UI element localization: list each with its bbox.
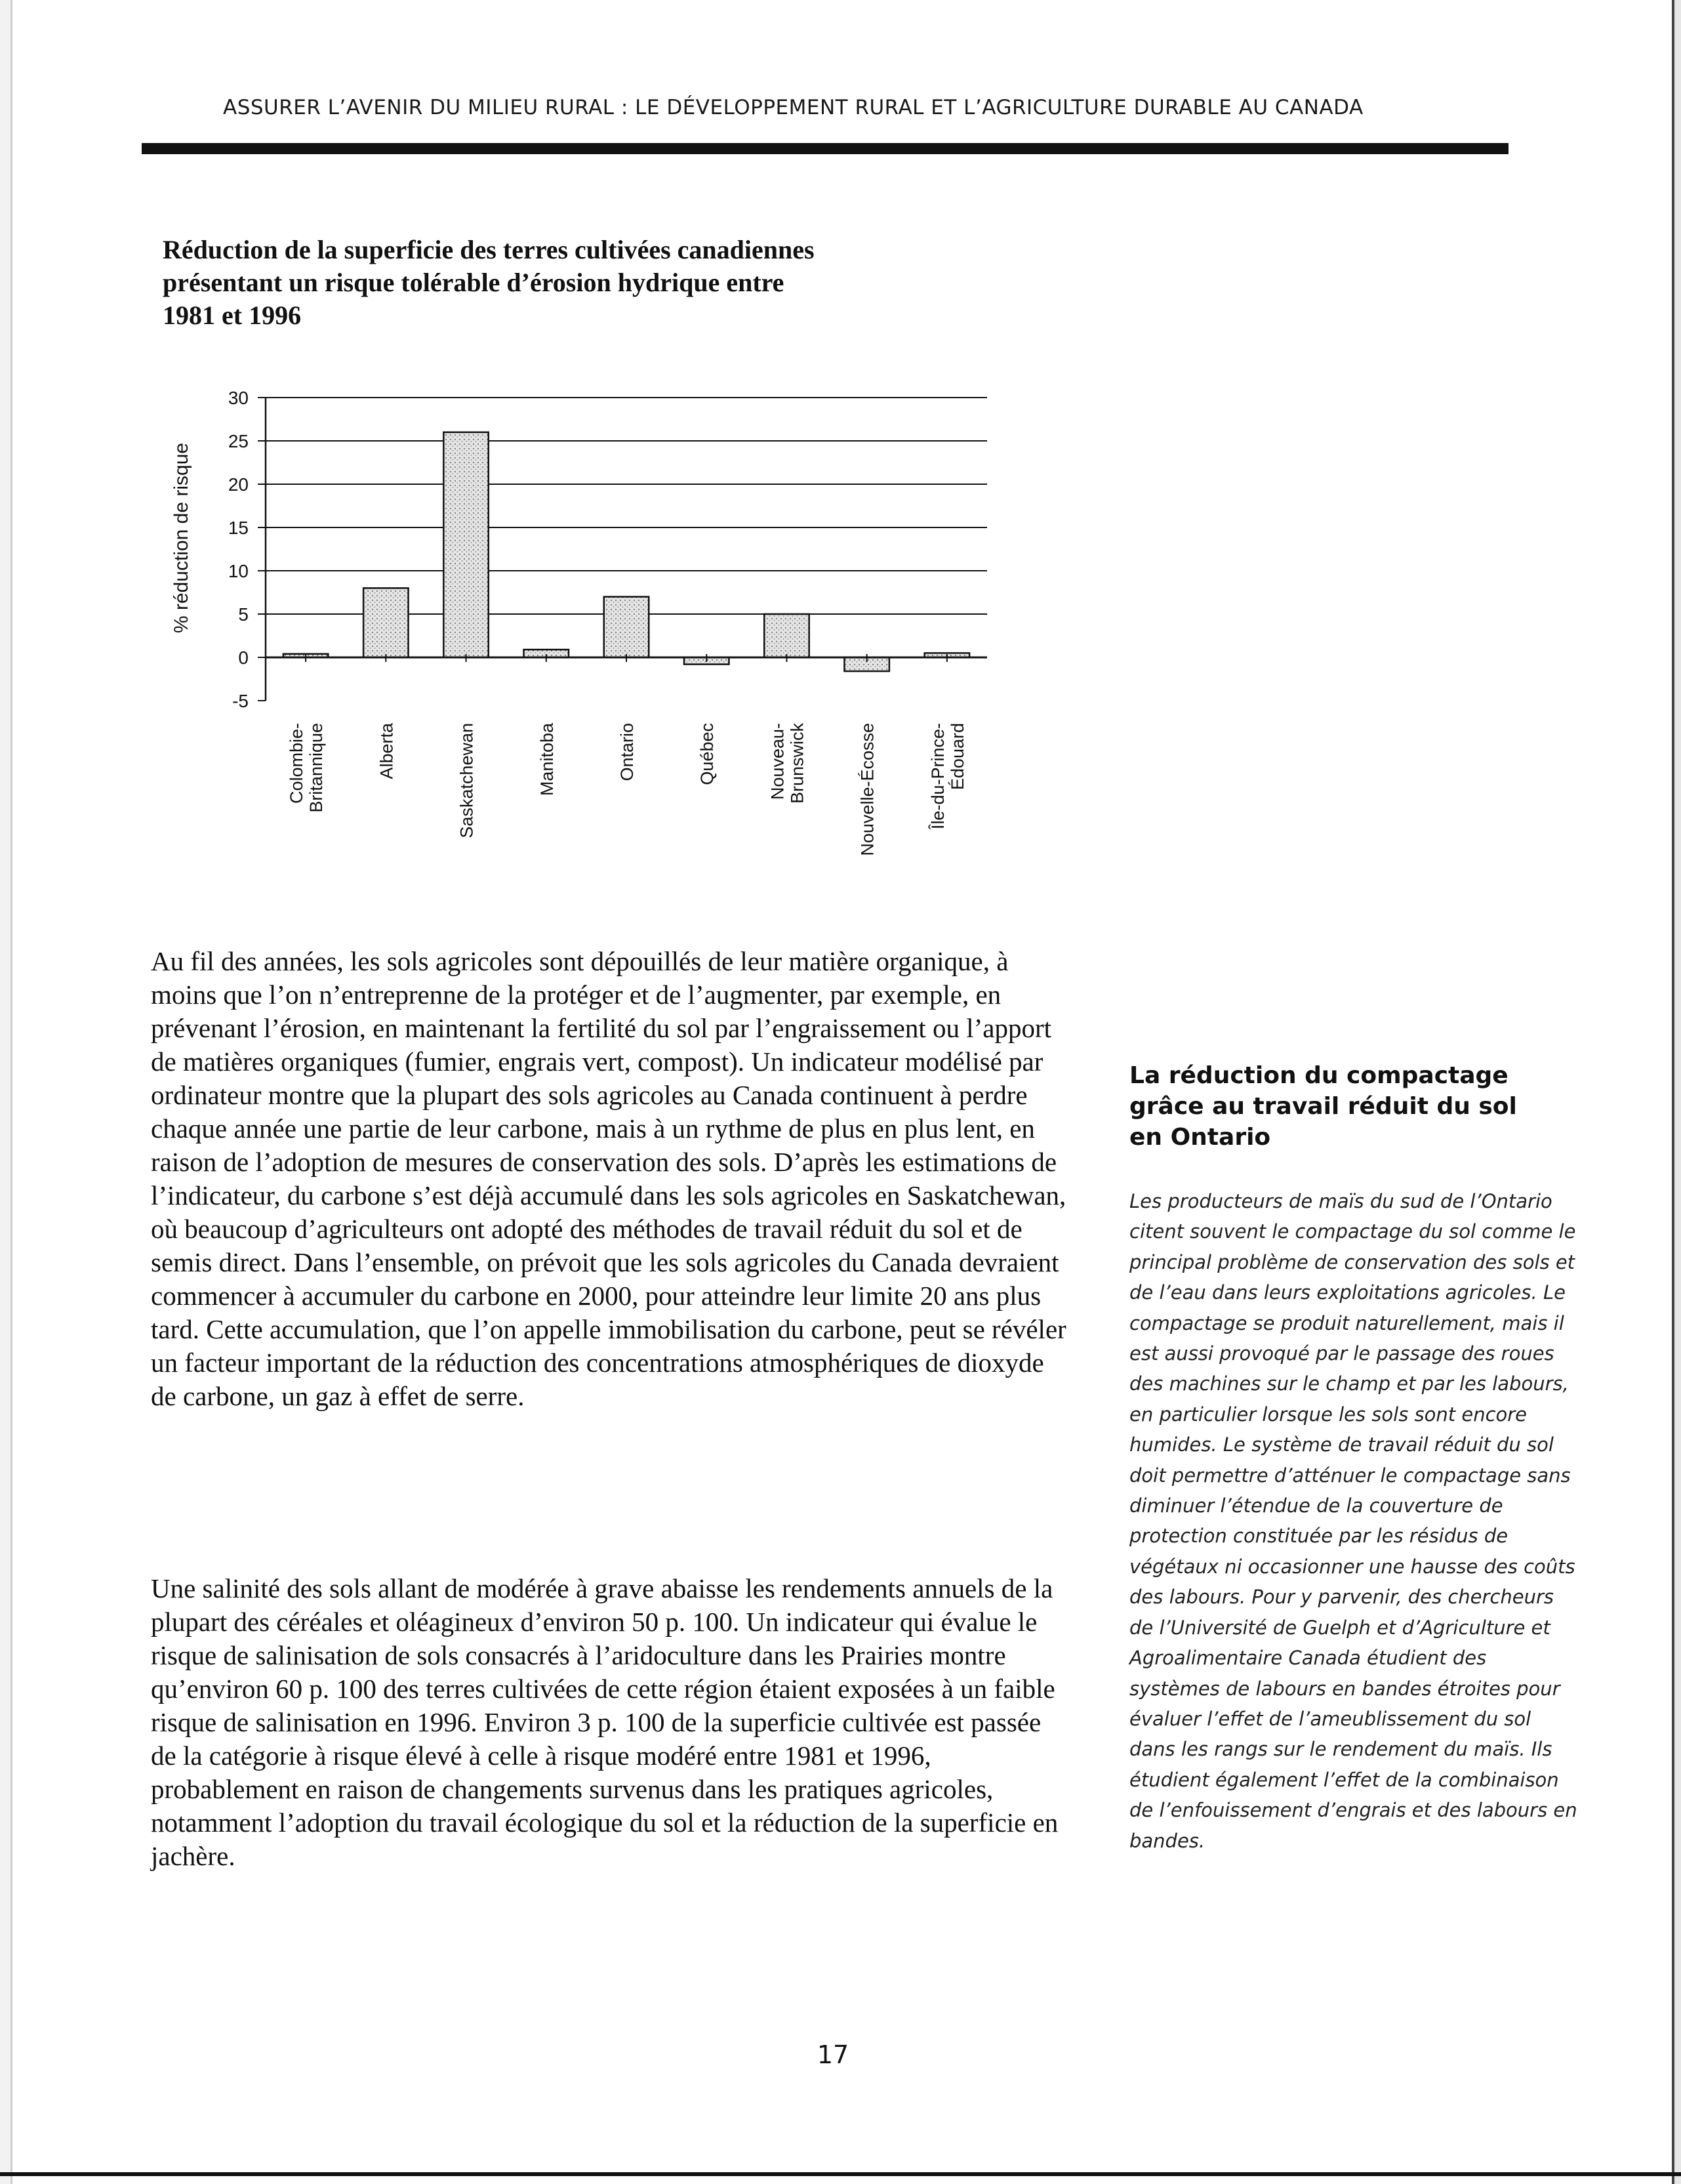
x-category-label: Île-du-Prince-: [927, 723, 948, 830]
y-tick-label: 15: [228, 518, 249, 538]
x-category-label: Colombie-: [287, 723, 307, 804]
scan-right-edge: [1672, 0, 1681, 2184]
header-rule: [142, 143, 1509, 154]
x-category-label: Alberta: [376, 723, 397, 779]
y-tick-label: 20: [228, 474, 249, 495]
chart-title-line: présentant un risque tolérable d’érosion hydrique entre: [163, 268, 784, 297]
y-axis-label: % réduction de risque: [171, 442, 192, 634]
y-tick-label: 30: [228, 388, 249, 408]
x-category-label: Manitoba: [537, 723, 557, 796]
sidebar-title-line: La réduction du compactage: [1129, 1062, 1509, 1089]
x-category-label: Québec: [697, 723, 718, 785]
bar: [363, 588, 408, 657]
x-category-label: Édouard: [947, 723, 967, 791]
y-tick-label: 0: [238, 648, 249, 668]
sidebar-title-line: grâce au travail réduit du sol: [1129, 1093, 1517, 1120]
bottom-rule: [0, 2172, 1681, 2176]
x-category-label: Brunswick: [787, 723, 807, 804]
y-tick-label: 25: [228, 431, 249, 451]
bar: [604, 597, 649, 657]
chart-title-line: Réduction de la superficie des terres cultivées canadiennes: [163, 235, 815, 264]
running-header: ASSURER L’AVENIR DU MILIEU RURAL : LE DÉVELOPPEMENT RURAL ET L’AGRICULTURE DURABLE AU CANADA: [223, 96, 1364, 119]
y-tick-label: 5: [238, 604, 249, 625]
scan-left-edge: [0, 0, 12, 2184]
y-tick-label: -5: [232, 691, 249, 711]
x-category-label: Britannique: [306, 723, 327, 813]
sidebar-title: [1129, 1060, 1575, 1153]
body-paragraph: Au fil des années, les sols agricoles sont dépouillés de leur matière organique, à moins que l’on n’entreprenne de la protéger et de l’augmenter, par exemple, en prévenant l’érosion, en maintenant la fertilité du sol par l’engraissement ou l’apport de matières organiques (fumier, engrais vert, compost). Un indicateur modélisé par ordinateur montre que la plupart des sols agricoles au Canada continuent à perdre chaque année une partie de leur carbone, mais à un rythme de plus en plus lent, en raison de l’adoption de mesures de conservation des sols. D’après les estimations de l’indicateur, du carbone s’est déjà accumulé dans les sols agricoles en Saskatchewan, où beaucoup d’agriculteurs ont adopté des méthodes de travail réduit du sol et de semis direct. Dans l’ensemble, on prévoit que les sols agricoles du Canada devraient commencer à accumuler du carbone en 2000, pour atteindre leur limite 20 ans plus tard. Cette accumulation, que l’on appelle immobilisation du carbone, peut se révéler un facteur important de la réduction des concentrations atmosphériques de dioxyde de carbone, un gaz à effet de serre.: [151, 946, 1066, 1411]
sidebar-text: Les producteurs de maïs du sud de l’Ontario citent souvent le compactage du sol comme le principal problème de conservation des sols et de l’eau dans leurs exploitations agricoles. Le compactage se produit naturellement, mais il est aussi provoqué par le passage des roues des machines sur le champ et par les labours, en particulier lorsque les sols sont encore humides. Le système de travail réduit du sol doit permettre d’atténuer le compactage sans diminuer l’étendue de la couverture de protection constituée par les résidus de végétaux ni occasionner une hausse des coûts des labours. Pour y parvenir, des chercheurs de l’Université de Guelph et d’Agriculture et Agroalimentaire Canada étudient des systèmes de labours en bandes étroites pour évaluer l’effet de l’ameublissement du sol dans les rangs sur le rendement du maïs. Ils étudient également l’effet de la combinaison de l’enfouissement d’engrais et des labours en bandes.: [1129, 1190, 1577, 1852]
x-category-label: Nouvelle-Écosse: [857, 723, 878, 856]
chart-title: [163, 234, 1035, 332]
x-category-label: Nouveau-: [767, 723, 788, 800]
y-tick-label: 10: [228, 561, 249, 581]
chart-title-line: 1981 et 1996: [163, 300, 302, 330]
sidebar-title-line: en Ontario: [1129, 1124, 1271, 1151]
erosion-bar-chart: [151, 374, 1017, 899]
x-category-label: Ontario: [617, 723, 637, 781]
bar: [764, 614, 809, 657]
bar: [443, 432, 488, 657]
x-category-label: Saskatchewan: [456, 723, 477, 838]
body-paragraph: Une salinité des sols allant de modérée à grave abaisse les rendements annuels de la plupart des céréales et oléagineux d’environ 50 p. 100. Un indicateur qui évalue le risque de salinisation de sols consacrés à l’aridoculture dans les Prairies montre qu’environ 60 p. 100 des terres cultivées de cette région étaient exposées à un faible risque de salinisation en 1996. Environ 3 p. 100 de la superficie cultivée est passée de la catégorie à risque élevé à celle à risque modéré entre 1981 et 1996, probablement en raison de changements survenus dans les pratiques agricoles, notamment l’adoption du travail écologique du sol et la réduction de la superficie en jachère.: [151, 1573, 1059, 1871]
page-number: 17: [817, 2040, 849, 2069]
